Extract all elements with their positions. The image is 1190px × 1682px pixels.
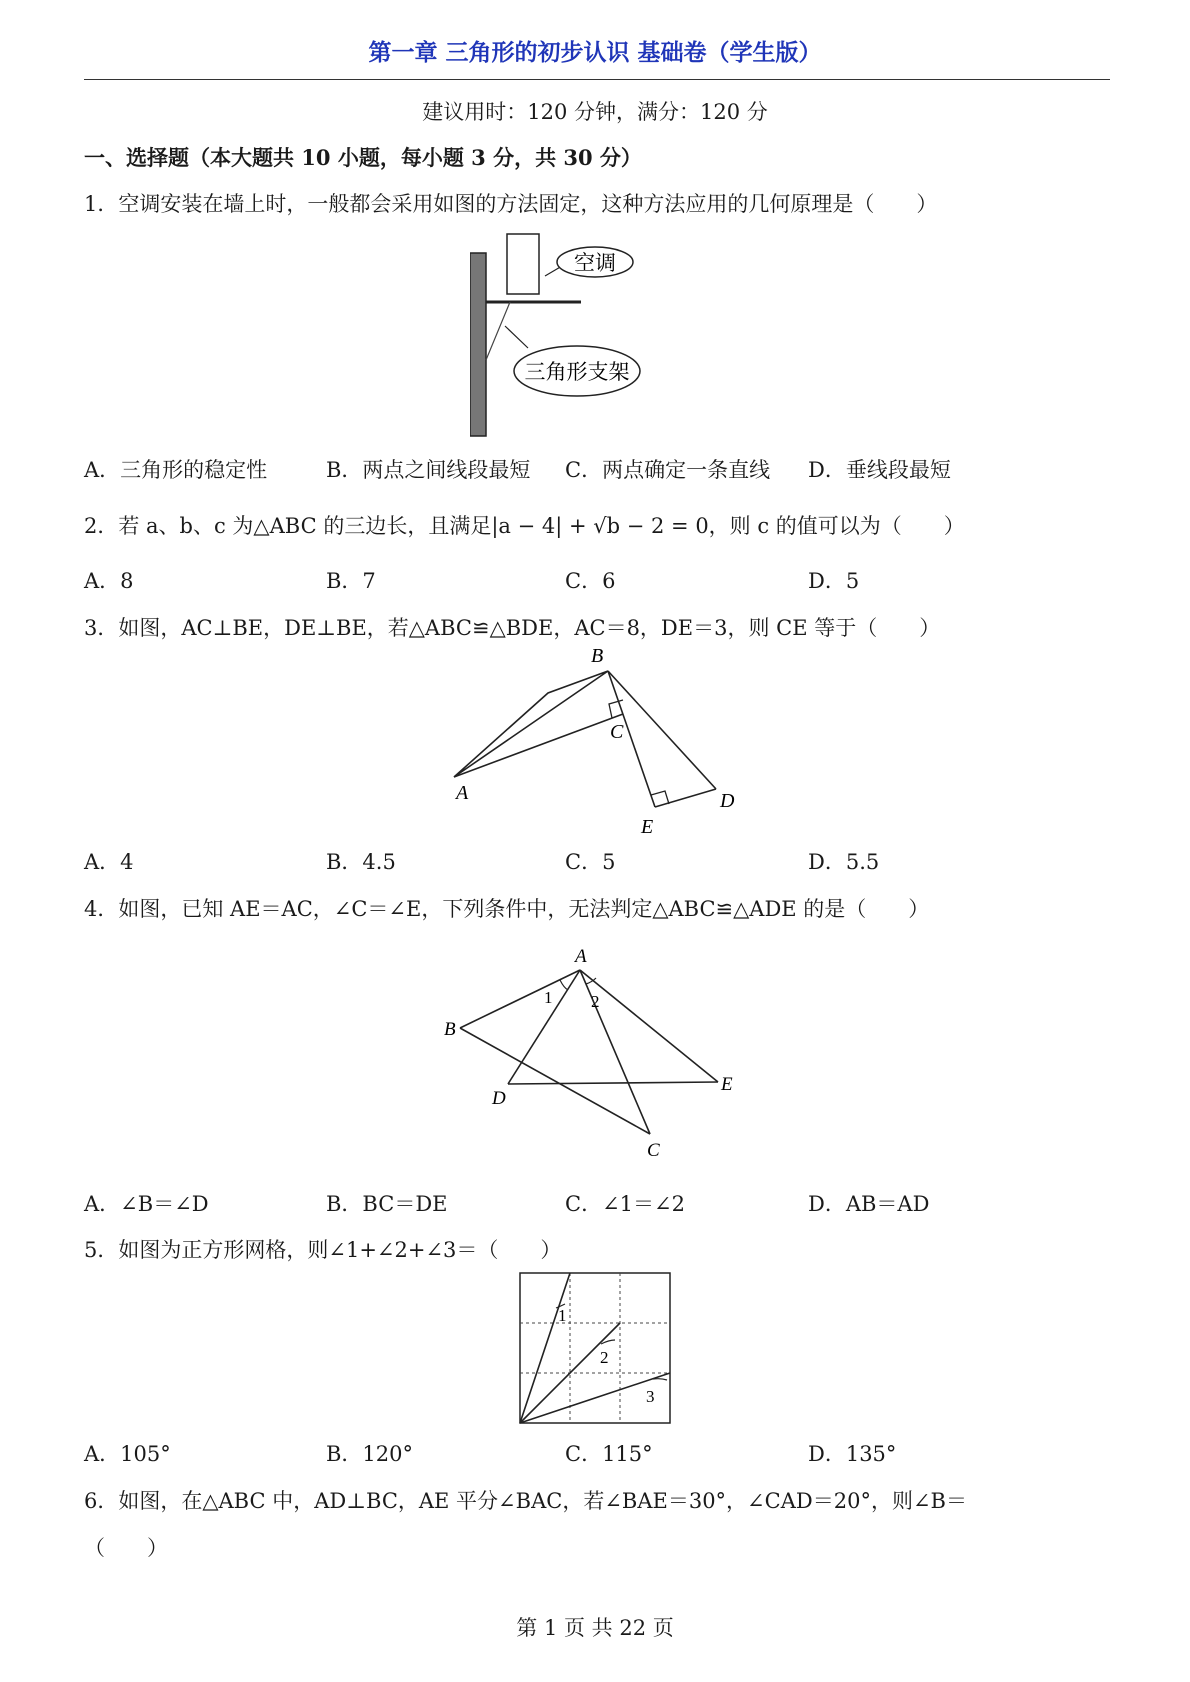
label-angle-1: 1: [544, 988, 553, 1007]
page-number: 第 1 页 共 22 页: [516, 1616, 674, 1640]
question-1-option-c[interactable]: C．两点确定一条直线: [565, 458, 771, 482]
title-divider: [84, 79, 1110, 80]
label-angle-1: 1: [558, 1306, 567, 1325]
question-2-option-c[interactable]: C．6: [565, 569, 616, 593]
question-6-answer-blank: （ ）: [84, 1536, 168, 1560]
question-2-option-a[interactable]: A．8: [84, 569, 134, 593]
label-e: E: [721, 1074, 733, 1095]
question-3-option-b[interactable]: B．4.5: [326, 850, 396, 874]
question-2-stem: 2．若 a、b、c 为△ABC 的三边长，且满足|a − 4| + √b − 2 = 0，则 c 的值可以为（ ）: [84, 514, 965, 538]
question-4-option-a[interactable]: A．∠B＝∠D: [84, 1192, 209, 1216]
label-e: E: [641, 816, 654, 838]
document-title: 第一章 三角形的初步认识 基础卷（学生版）: [368, 40, 822, 66]
question-5-stem: 5．如图为正方形网格，则∠1+∠2+∠3＝（ ）: [84, 1238, 562, 1262]
question-5-option-a[interactable]: A．105°: [84, 1442, 171, 1466]
question-4-stem: 4．如图，已知 AE＝AC，∠C＝∠E，下列条件中，无法判定△ABC≌△ADE 的是（ ）: [84, 897, 930, 921]
label-b: B: [591, 645, 604, 667]
figure-aircon-bracket: [470, 228, 690, 438]
question-3-option-a[interactable]: A．4: [84, 850, 134, 874]
label-b: B: [444, 1019, 456, 1040]
question-2-option-d[interactable]: D．5: [808, 569, 860, 593]
label-d: D: [720, 790, 735, 812]
figure-triangles-abc-ade: [430, 940, 760, 1165]
question-4-option-b[interactable]: B．BC＝DE: [326, 1192, 448, 1216]
label-c: C: [610, 721, 624, 743]
question-5-option-d[interactable]: D．135°: [808, 1442, 897, 1466]
question-5-option-c[interactable]: C．115°: [565, 1442, 653, 1466]
question-3-stem: 3．如图，AC⊥BE，DE⊥BE，若△ABC≌△BDE，AC＝8，DE＝3，则 CE 等于（ ）: [84, 616, 941, 640]
question-3-option-c[interactable]: C．5: [565, 850, 616, 874]
label-a: A: [456, 782, 469, 804]
question-5-option-b[interactable]: B．120°: [326, 1442, 414, 1466]
label-c: C: [647, 1140, 660, 1161]
question-3-option-d[interactable]: D．5.5: [808, 850, 880, 874]
question-4-option-c[interactable]: C．∠1＝∠2: [565, 1192, 685, 1216]
question-6-stem: 6．如图，在△ABC 中，AD⊥BC，AE 平分∠BAC，若∠BAE＝30°，∠CAD＝20°，则∠B＝: [84, 1489, 967, 1513]
label-bracket: 三角形支架: [524, 360, 630, 384]
label-angle-2: 2: [591, 992, 600, 1011]
figure-triangles-abc-bde: [440, 640, 760, 840]
section-title: 一、选择题（本大题共 10 小题，每小题 3 分，共 30 分）: [84, 145, 642, 170]
question-1-stem: 1．空调安装在墙上时，一般都会采用如图的方法固定，这种方法应用的几何原理是（ ）: [84, 192, 938, 216]
exam-time-score: 建议用时：120 分钟，满分：120 分: [422, 100, 768, 124]
question-2-option-b[interactable]: B．7: [326, 569, 376, 593]
label-a: A: [575, 946, 587, 967]
label-angle-3: 3: [646, 1387, 655, 1406]
label-angle-2: 2: [600, 1348, 609, 1367]
label-d: D: [492, 1088, 506, 1109]
question-1-option-d[interactable]: D．垂线段最短: [808, 458, 951, 482]
figure-square-grid: [515, 1268, 675, 1428]
question-1-option-b[interactable]: B．两点之间线段最短: [326, 458, 531, 482]
label-aircon: 空调: [574, 251, 616, 275]
question-1-option-a[interactable]: A．三角形的稳定性: [84, 458, 268, 482]
question-4-option-d[interactable]: D．AB＝AD: [808, 1192, 930, 1216]
